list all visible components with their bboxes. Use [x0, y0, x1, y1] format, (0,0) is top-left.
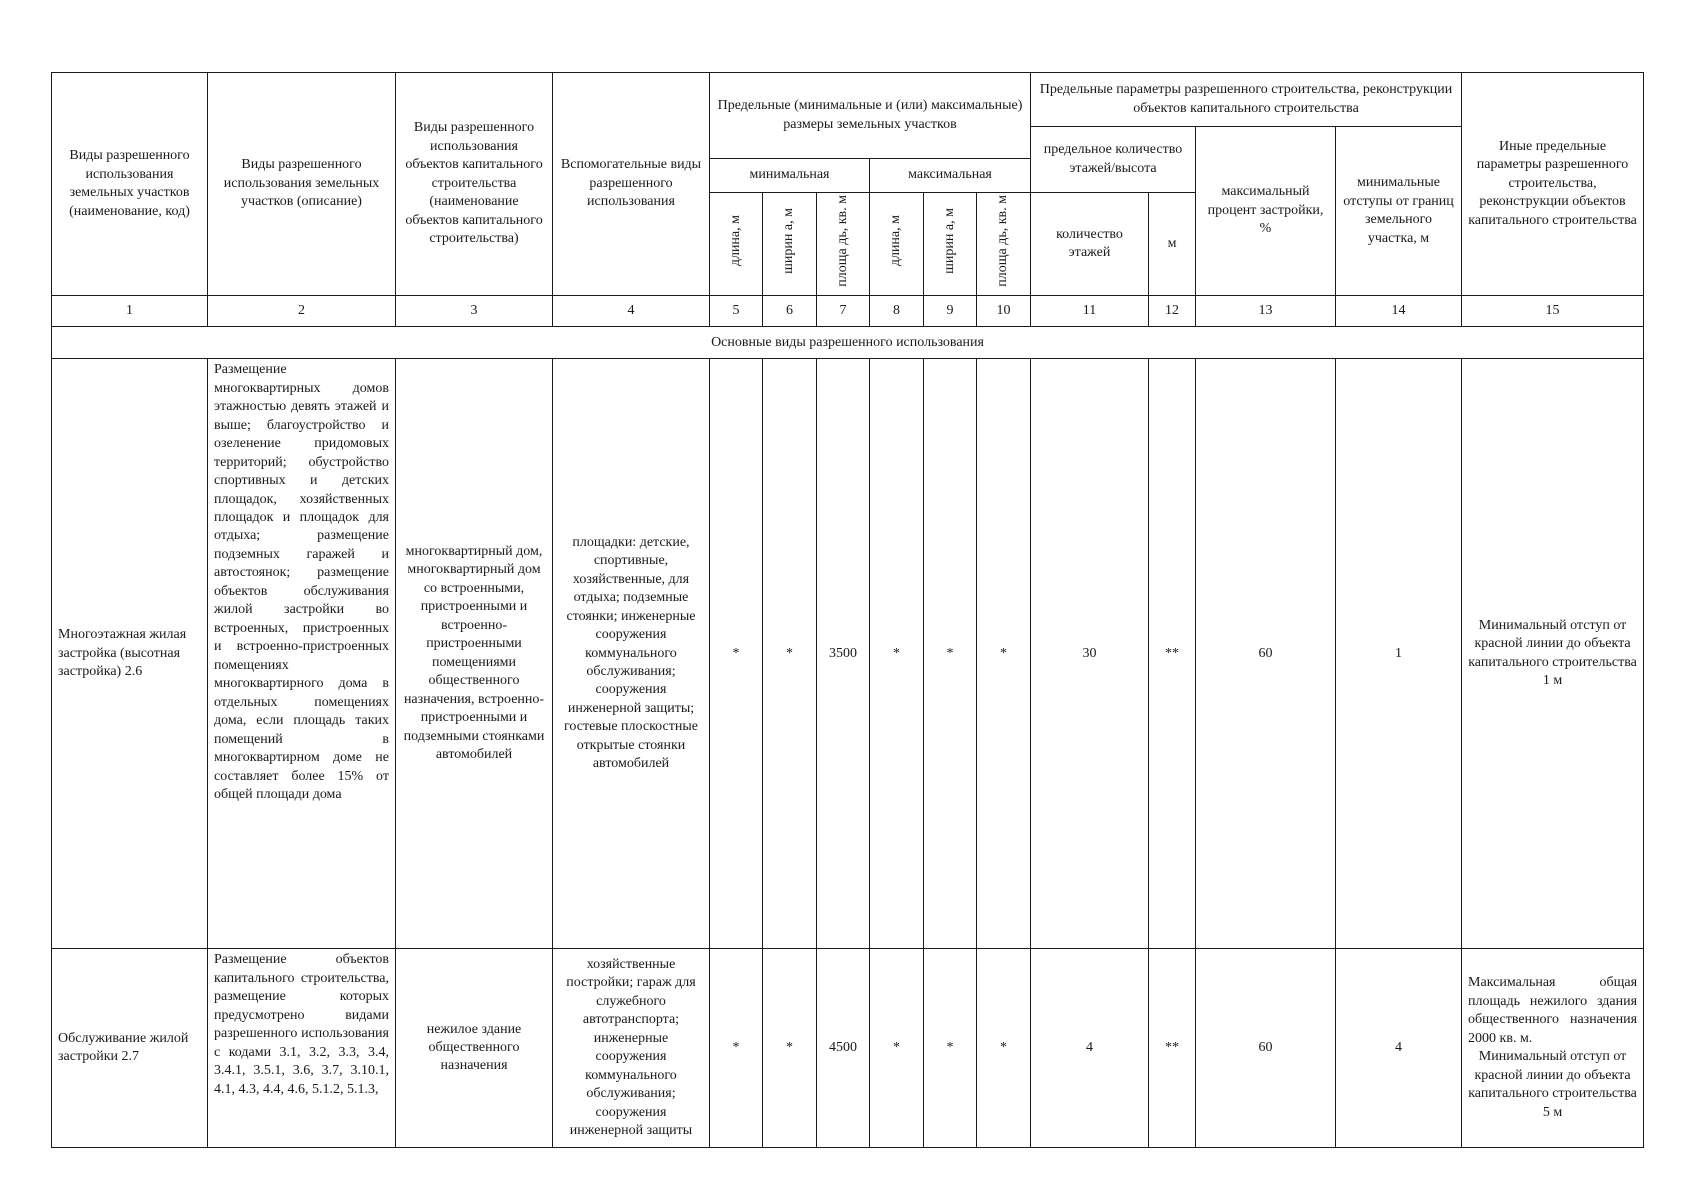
col-number: 1: [52, 296, 208, 327]
other-params-max-area: Максимальная общая площадь нежилого здания общественного назначения 2000 кв. м.: [1468, 975, 1638, 1046]
capital-objects: многоквартирный дом, многоквартирный дом со встроенными, пристроенными и встроенно-пристроенными помещениями общественного назначения, встроенно-пристроенными и подземными стоянками автомобилей: [396, 359, 553, 949]
land-use-description: Размещение многоквартирных домов этажностью девять этажей и выше; благоустройство и озеленение придомовых территорий; обустройство спортивных и детских площадок, хозяйственных площадок и площадок для отдыха; размещение подземных гаражей и автостоянок; размещение объектов обслуживания жилой застройки во встроенных, пристроенных и встроенно-пристроенных помещениях многоквартирного дома в отдельных помещениях дома, если площадь таких помещений в многоквартирном доме не составляет более 15% от общей площади дома: [208, 359, 396, 949]
land-use-name: Обслуживание жилой застройки 2.7: [52, 949, 208, 1148]
land-use-name: Многоэтажная жилая застройка (высотная застройка) 2.6: [52, 359, 208, 949]
other-params: Минимальный отступ от красной линии до объекта капитального строительства 1 м: [1462, 359, 1644, 949]
header-construction-params: Предельные параметры разрешенного строительства, реконструкции объектов капитального строительства: [1031, 73, 1462, 127]
header-land-use-name: Виды разрешенного использования земельных участков (наименование, код): [52, 73, 208, 296]
col-number: 13: [1196, 296, 1336, 327]
header-max-length: длина, м: [888, 215, 904, 267]
header-auxiliary-uses: Вспомогательные виды разрешенного использования: [553, 73, 710, 296]
max-area: *: [977, 949, 1031, 1148]
col-number: 14: [1336, 296, 1462, 327]
col-number: 10: [977, 296, 1031, 327]
height-meters: **: [1149, 359, 1196, 949]
header-meters: м: [1149, 193, 1196, 296]
max-area: *: [977, 359, 1031, 949]
floors-count: 30: [1031, 359, 1149, 949]
header-other-params: Иные предельные параметры разрешенного строительства, реконструкции объектов капитального строительства: [1462, 73, 1644, 296]
land-use-description: Размещение объектов капитального строительства, размещение которых предусмотрено видами разрешенного использования с кодами 3.1, 3.2, 3.3, 3.4, 3.4.1, 3.5.1, 3.6, 3.7, 3.10.1, 4.1, 4.3, 4.4, 4.6, 5.1.2, 5.1.3,: [208, 949, 396, 1148]
auxiliary-uses: хозяйственные постройки; гараж для служебного автотранспорта; инженерные сооружения коммунального обслуживания; сооружения инженерной защиты: [553, 949, 710, 1148]
col-number: 4: [553, 296, 710, 327]
header-row-1: [52, 73, 1644, 127]
table-row: [52, 359, 1644, 949]
header-max-area: площа дь, кв. м: [995, 195, 1011, 287]
header-max-width: ширин а, м: [941, 207, 957, 274]
min-area: 3500: [817, 359, 870, 949]
header-max-build-percent: максимальный процент застройки, %: [1196, 127, 1336, 296]
col-number: 8: [870, 296, 924, 327]
floors-count: 4: [1031, 949, 1149, 1148]
col-number: 5: [710, 296, 763, 327]
min-length: *: [710, 949, 763, 1148]
max-build-percent: 60: [1196, 949, 1336, 1148]
header-floors-height: предельное количество этажей/высота: [1031, 127, 1196, 193]
col-number: 9: [924, 296, 977, 327]
header-land-use-description: Виды разрешенного использования земельных участков (описание): [208, 73, 396, 296]
max-width: *: [924, 949, 977, 1148]
zoning-regulations-table: [51, 72, 1644, 1148]
other-params: [1462, 949, 1644, 1148]
header-min-width: ширин а, м: [781, 207, 797, 274]
header-min-length: длина, м: [727, 215, 743, 267]
min-offset: 4: [1336, 949, 1462, 1148]
other-params-offset: Минимальный отступ от красной линии до объекта капитального строительства 5 м: [1468, 1049, 1637, 1120]
col-number: 7: [817, 296, 870, 327]
col-number: 6: [763, 296, 817, 327]
section-row: [52, 327, 1644, 359]
col-number: 3: [396, 296, 553, 327]
height-meters: **: [1149, 949, 1196, 1148]
col-number: 12: [1149, 296, 1196, 327]
col-number: 11: [1031, 296, 1149, 327]
max-width: *: [924, 359, 977, 949]
header-min-area: площа дь, кв. м: [834, 195, 850, 287]
min-width: *: [763, 359, 817, 949]
column-numbers-row: [52, 296, 1644, 327]
auxiliary-uses: площадки: детские, спортивные, хозяйственные, для отдыха; подземные стоянки; инженерные сооружения коммунального обслуживания; сооружения инженерной защиты; гостевые плоскостные открытые стоянки автомобилей: [553, 359, 710, 949]
header-maximum: максимальная: [870, 159, 1031, 193]
header-min-offsets: минимальные отступы от границ земельного участка, м: [1336, 127, 1462, 296]
max-length: *: [870, 949, 924, 1148]
min-width: *: [763, 949, 817, 1148]
table-row: [52, 949, 1644, 1148]
max-build-percent: 60: [1196, 359, 1336, 949]
max-length: *: [870, 359, 924, 949]
min-length: *: [710, 359, 763, 949]
min-area: 4500: [817, 949, 870, 1148]
header-floors-count: количество этажей: [1031, 193, 1149, 296]
col-number: 2: [208, 296, 396, 327]
section-title: Основные виды разрешенного использования: [52, 327, 1644, 359]
col-number: 15: [1462, 296, 1644, 327]
header-minimum: минимальная: [710, 159, 870, 193]
min-offset: 1: [1336, 359, 1462, 949]
capital-objects: нежилое здание общественного назначения: [396, 949, 553, 1148]
header-plot-size-limits: Предельные (минимальные и (или) максимальные) размеры земельных участков: [710, 73, 1031, 159]
header-capital-objects: Виды разрешенного использования объектов капитального строительства (наименование объектов капитального строительства): [396, 73, 553, 296]
